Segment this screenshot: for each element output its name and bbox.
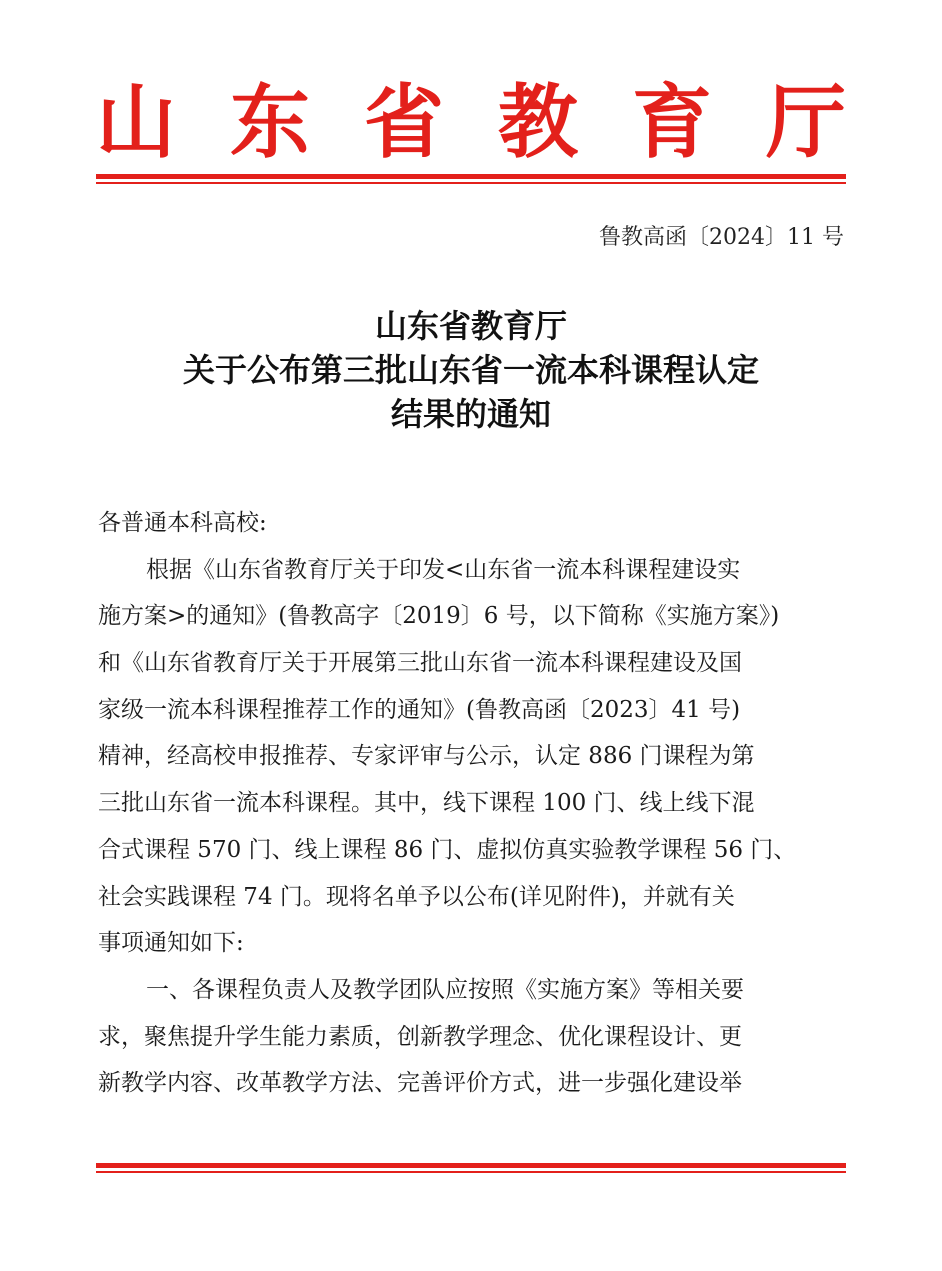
- body-line: 施方案>的通知》(鲁教高字〔2019〕6 号，以下简称《实施方案》): [98, 603, 780, 630]
- body-line: 和《山东省教育厅关于开展第三批山东省一流本科课程建设及国: [98, 650, 742, 677]
- letterhead-char: 省: [364, 76, 444, 169]
- title-line: 结果的通知: [390, 395, 551, 433]
- body-line: 根据《山东省教育厅关于印发<山东省一流本科课程建设实: [146, 556, 741, 583]
- title-line: 关于公布第三批山东省一流本科课程认定: [182, 351, 759, 389]
- title-line: 山东省教育厅: [374, 307, 567, 345]
- body-line: 精神，经高校申报推荐、专家评审与公示，认定 886 门课程为第: [98, 743, 755, 770]
- document-title: [96, 304, 846, 436]
- letterhead: [96, 78, 846, 168]
- red-divider-bottom: [96, 1163, 846, 1173]
- body-line: 合式课程 570 门、线上课程 86 门、虚拟仿真实验教学课程 56 门、: [98, 836, 797, 863]
- letterhead-char: 山: [96, 76, 176, 169]
- body-line: 求，聚焦提升学生能力素质，创新教学理念、优化课程设计、更: [98, 1023, 742, 1050]
- body-line: 家级一流本科课程推荐工作的通知》(鲁教高函〔2023〕41 号): [98, 696, 741, 723]
- document-body: [98, 500, 846, 1107]
- body-line: 社会实践课程 74 门。现将名单予以公布(详见附件)，并就有关: [98, 883, 735, 910]
- body-line: 三批山东省一流本科课程。其中，线下课程 100 门、线上线下混: [98, 790, 755, 817]
- letterhead-char: 厅: [766, 76, 846, 169]
- letterhead-char: 育: [632, 76, 712, 169]
- body-line: 新教学内容、改革教学方法、完善评价方式，进一步强化建设举: [98, 1070, 742, 1097]
- body-line: 事项通知如下:: [98, 930, 244, 957]
- document-number: 鲁教高函〔2024〕11 号: [599, 225, 844, 250]
- salutation: 各普通本科高校:: [98, 510, 267, 536]
- red-divider-top: [96, 174, 846, 184]
- letterhead-char: 东: [230, 76, 310, 169]
- body-line: 一、各课程负责人及教学团队应按照《实施方案》等相关要: [146, 976, 744, 1003]
- letterhead-char: 教: [498, 76, 578, 169]
